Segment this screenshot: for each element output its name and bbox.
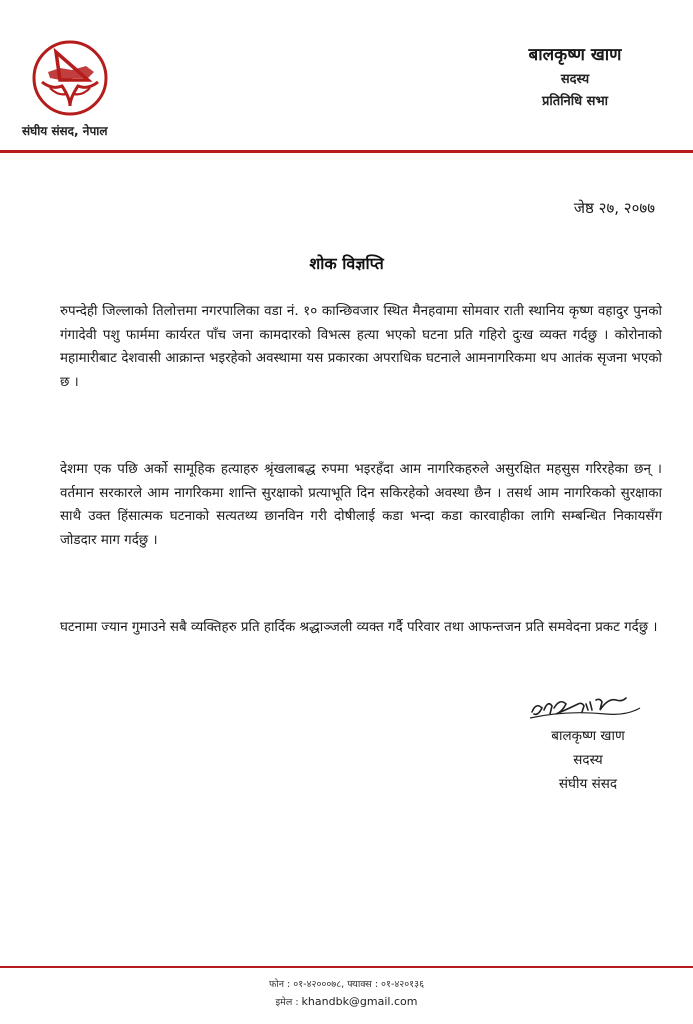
- letter-date: जेष्ठ २७, २०७७: [573, 199, 655, 217]
- signatory-role: सदस्य: [573, 752, 603, 768]
- letter-paragraph-3: घटनामा ज्यान गुमाउने सबै व्यक्तिहरु प्रति हार्दिक श्रद्धाञ्जली व्यक्त गर्दै परिवार तथा आफन्तजन प्रति समवेदना प्रकट गर्दछु ।: [60, 620, 658, 635]
- footer-email-link[interactable]: khandbk@gmail.com: [301, 995, 418, 1008]
- logo-caption: संघीय संसद, नेपाल: [22, 124, 108, 138]
- member-house: प्रतिनिधि सभा: [542, 94, 608, 109]
- signatory-name: बालकृष्ण खाण: [551, 728, 625, 744]
- member-role: सदस्य: [560, 72, 590, 87]
- footer: [0, 976, 693, 1011]
- footer-divider: [0, 966, 693, 968]
- signature-block: [528, 724, 648, 796]
- footer-email-line: [0, 993, 693, 1011]
- letter-title: शोक विज्ञप्ति: [309, 254, 384, 273]
- letter-paragraph-2: देशमा एक पछि अर्को सामूहिक हत्याहरु श्रृंखलाबद्ध रुपमा भइरहँदा आम नागरिकहरुले असुरक्षित महसुस गरिरहेका छन् । वर्तमान सरकारले आम नागरिकमा शान्ति सुरक्षाको प्रत्याभूति दिन सकिरहेको अवस्था छैन । तसर्थ आम नागरिकको सुरक्षाका साथै उक्त हिंसात्मक घटनाको सत्यतथ्य छानविन गरी दोषीलाई कडा भन्दा कडा कारवाहीका लागि सम्बन्धित निकायसँग जोडदार माग गर्दछु ।: [60, 462, 662, 548]
- footer-email-label: इमेल :: [275, 997, 302, 1008]
- letter-paragraph-1: रुपन्देही जिल्लाको तिलोत्तमा नगरपालिका वडा नं. १० कान्छिवजार स्थित मैनहवामा सोमवार राती स्थानिय कृष्ण वहादुर पुनको गंगादेवी पशु फार्ममा कार्यरत पाँच जना कामदारको विभत्स हत्या भएको घटना प्रति गहिरो दुःख व्यक्त गर्दछु । कोरोनाको महामारीबाट देशवासी आक्रान्त भइरहेको अवस्थामा यस प्रकारका अपराधिक घटनाले आमनागरिकमा थप आतंक सृजना भएको छ ।: [60, 304, 662, 390]
- parliament-emblem-icon: [30, 38, 110, 118]
- member-name: बालकृष्ण खाण: [528, 45, 622, 65]
- member-header: [495, 42, 655, 109]
- handwritten-signature-icon: [526, 690, 646, 722]
- signatory-body: संघीय संसद: [558, 776, 618, 792]
- footer-phone: फोन : ०१-४२०००७८, फ्याक्स : ०१-४२०१३६: [268, 979, 425, 990]
- header-divider: [0, 150, 693, 153]
